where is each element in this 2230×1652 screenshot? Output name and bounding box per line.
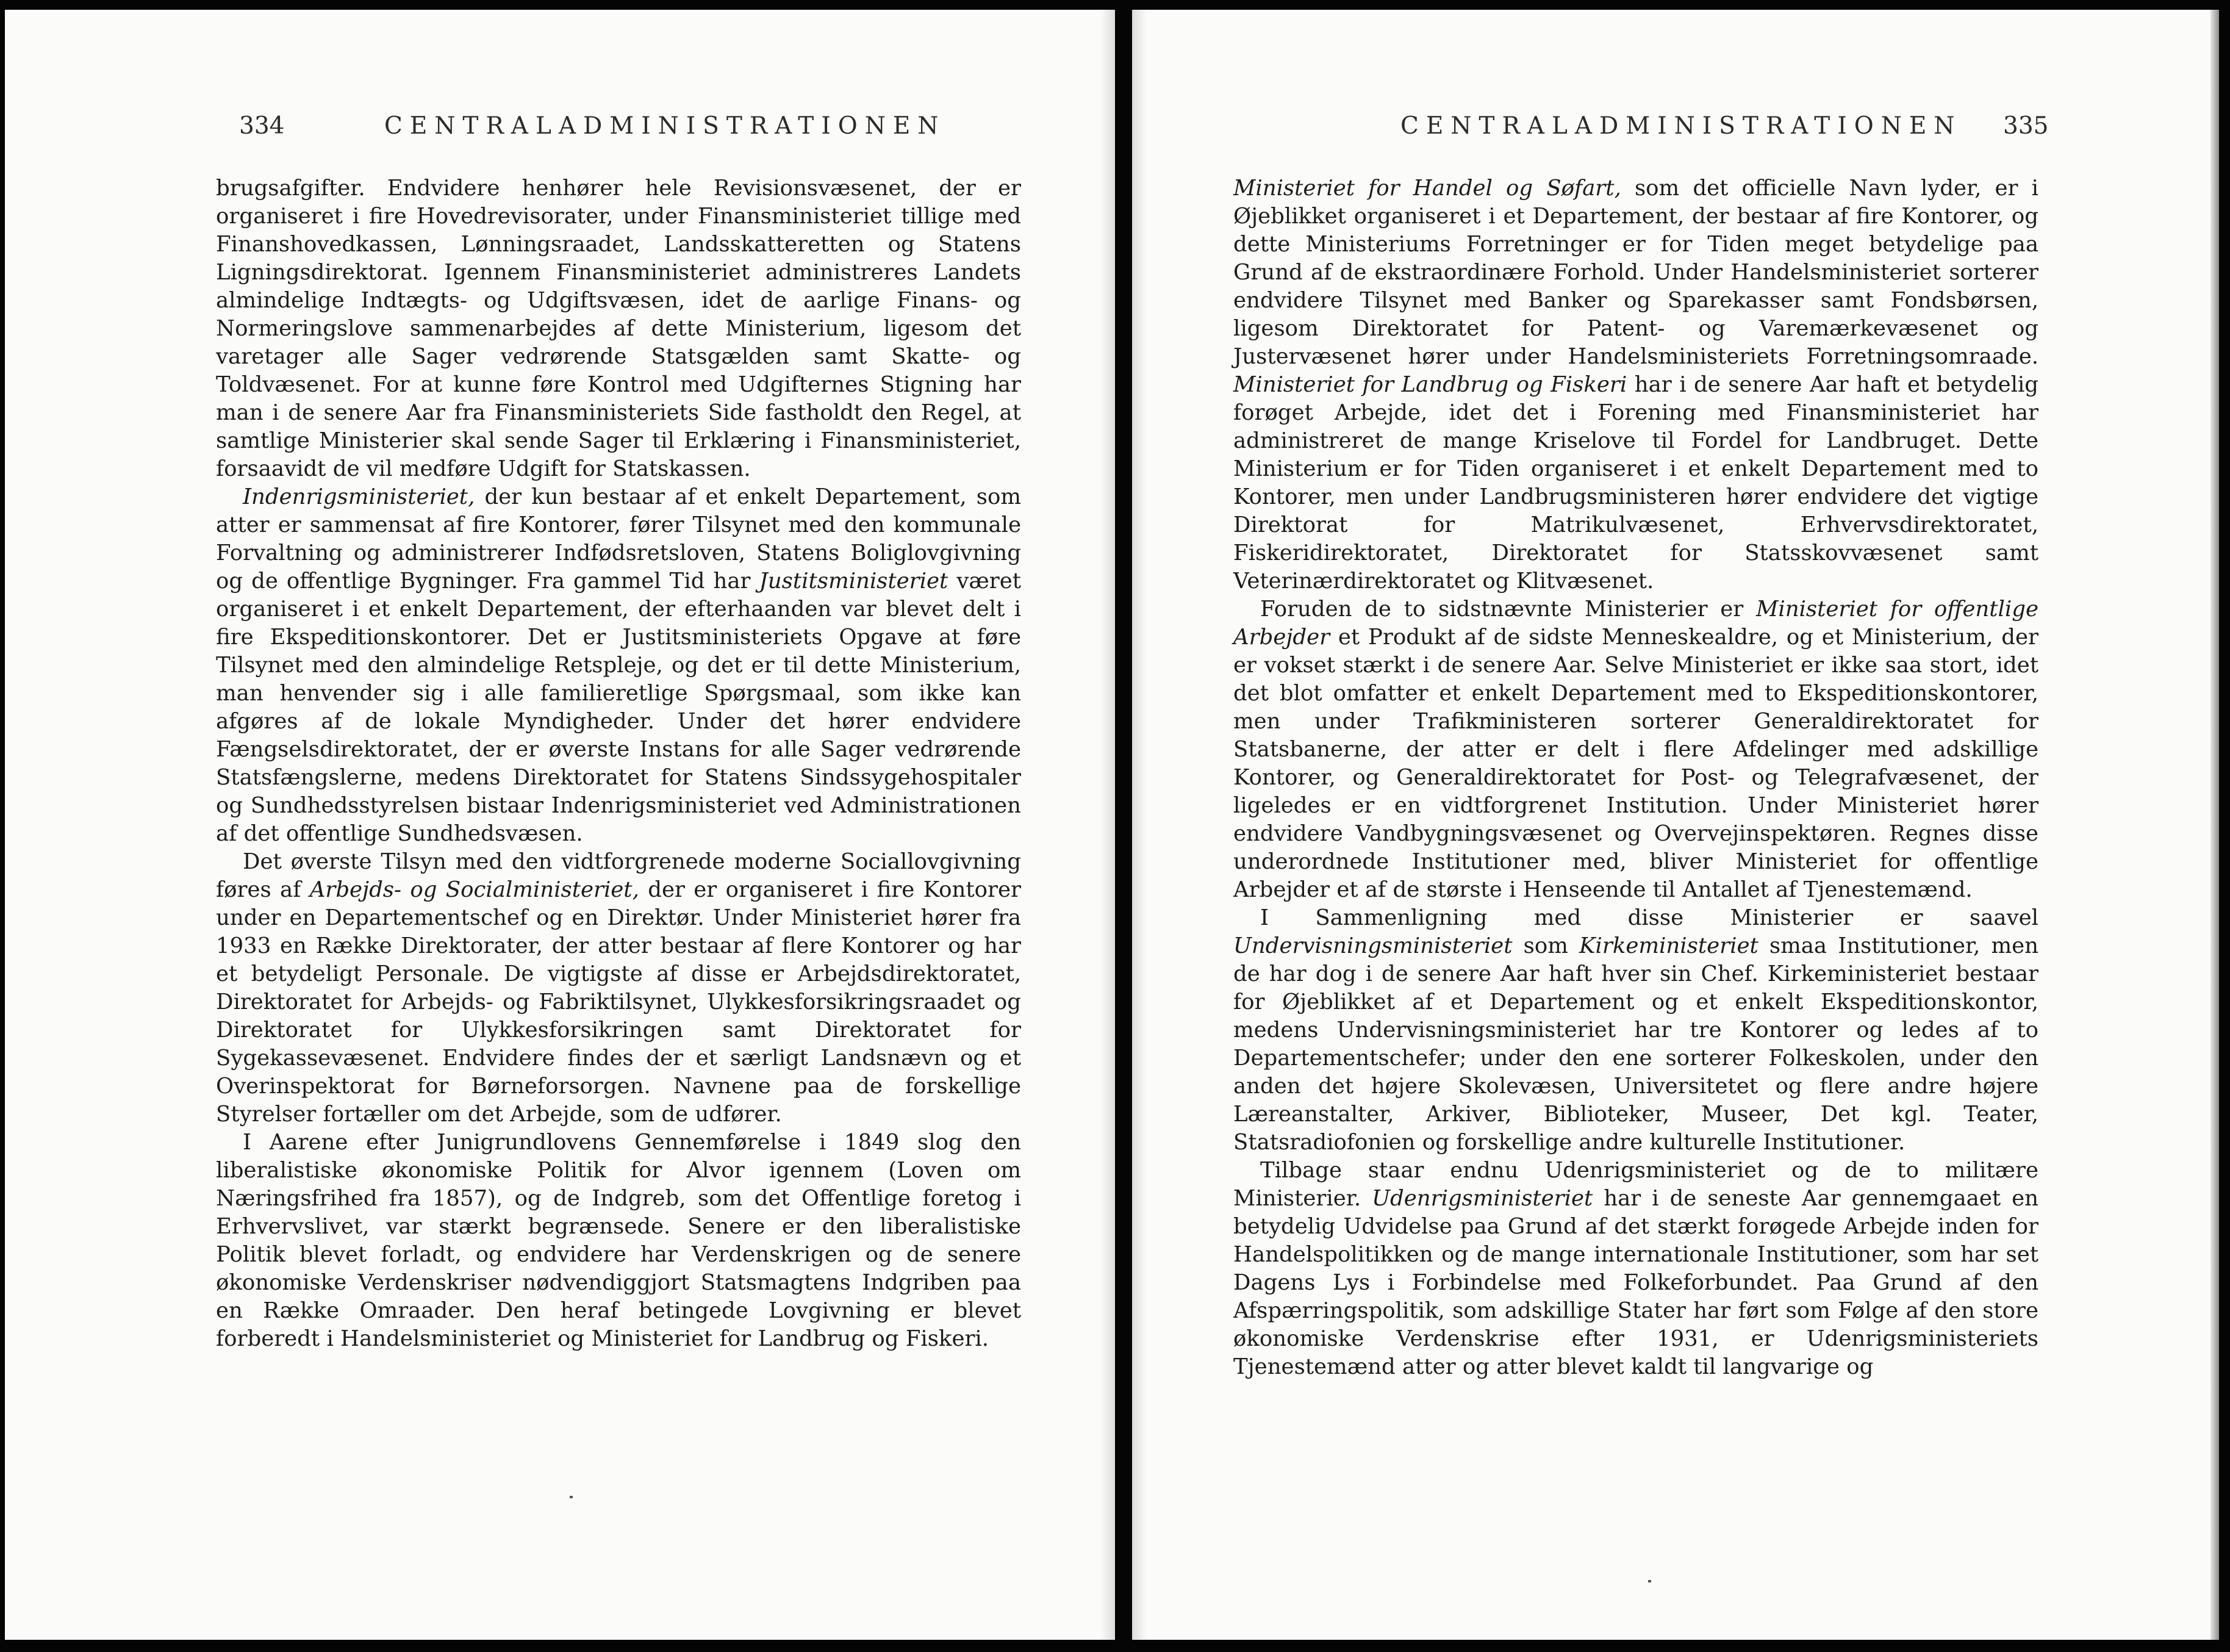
paragraph: Det øverste Tilsyn med den vidtforgrenede moderne Sociallovgivning føres af Arbejds- og Socialministeriet, der er organiseret i fire Kontorer under en Departementschef og en Direktør. Under Ministeriet hører fra 1933 en Række Direktorater, der atter bestaar af flere Kontorer og har et betydeligt Personale. De vigtigste af disse er Arbejdsdirektoratet, Direktoratet for Arbejds- og Fabriktilsynet, Ulykkesforsikringsraadet og Direktoratet for Ulykkesforsikringen samt Direktoratet for Sygekassevæsenet. Endvidere findes der et særligt Landsnævn og et Overinspektorat for Børneforsorgen. Navnene paa de forskellige Styrelser fortæller om det Arbejde, som de udfører. — [216, 849, 1021, 1127]
paragraph: Tilbage staar endnu Udenrigsministeriet og de to militære Ministerier. Udenrigsministeriet har i de seneste Aar gennemgaaet en betydelig Udvidelse paa Grund af det stærkt forøgede Arbejde inden for Handelspolitikken og de mange internationale Institutioner, som har set Dagens Lys i Forbindelse med Folkeforbundet. Paa Grund af den Afspærringspolitik, som adskillige Stater har ført som Følge af den store økonomiske Verdenskrise efter 1931, er Udenrigsministeriets Tjenestemænd atter og atter blevet kaldt til langvarige og — [1233, 1158, 2038, 1379]
page-number: 335 — [2003, 112, 2049, 140]
paragraph: Indenrigsministeriet, der kun bestaar af et enkelt Departement, som atter er sammensat af fire Kontorer, fører Tilsynet med den kommunale Forvaltning og administrerer Indfødsretsloven, Statens Boliglovgivning og de offentlige Bygninger. Fra gammel Tid har Justitsministeriet været organiseret i et enkelt Departement, der efterhaanden var blevet delt i fire Ekspeditionskontorer. Det er Justitsministeriets Opgave at føre Tilsynet med den almindelige Retspleje, og det er til dette Ministerium, man henvender sig i alle familieretlige Spørgsmaal, som ikke kan afgøres af de lokale Myndigheder. Under det hører endvidere Fængselsdirektoratet, der er øverste Instans for alle Sager vedrørende Statsfængslerne, medens Direktoratet for Statens Sindssygehospitaler og Sundhedsstyrelsen bistaar Indenrigsministeriet ved Administrationen af det offentlige Sundhedsvæsen. — [216, 484, 1021, 846]
paragraph: Foruden de to sidstnævnte Ministerier er Ministeriet for offentlige Arbejder et Produkt af de sidste Menneskealdre, og et Ministerium, der er vokset stærkt i de senere Aar. Selve Ministeriet er ikke saa stort, idet det blot omfatter et enkelt Departement med to Ekspeditionskontorer, men under Trafikministeren sorterer Generaldirektoratet for Statsbanerne, der atter er delt i flere Afdelinger med adskillige Kontorer, og Generaldirektoratet for Post- og Telegrafvæsenet, der ligeledes er en vidtforgrenet Institution. Under Ministeriet hører endvidere Vandbygningsvæsenet og Overvejinspektøren. Regnes disse underordnede Institutioner med, bliver Ministeriet for offentlige Arbejder et af de største i Henseende til Antallet af Tjenestemænd. — [1233, 597, 2038, 902]
paragraph: I Aarene efter Junigrundlovens Gennemførelse i 1849 slog den liberalistiske økonomiske Politik for Alvor igennem (Loven om Næringsfrihed fra 1857), og de Indgreb, som det Offentlige foretog i Erhvervslivet, var stærkt begrænsede. Senere er den liberalistiske Politik blevet forladt, og endvidere har Verdenskrigen og de senere økonomiske Verdenskriser nødvendiggjort Statsmagtens Indgriben paa en Række Omraader. Den heraf betingede Lovgivning er blevet forberedt i Handelsministeriet og Ministeriet for Landbrug og Fiskeri. — [216, 1130, 1021, 1351]
page-edge — [2210, 10, 2219, 1640]
page-gutter-shadow — [1100, 10, 1115, 1640]
paper-speck — [570, 1496, 573, 1498]
running-header — [5, 112, 1115, 149]
left-page — [5, 10, 1115, 1640]
paragraph: I Sammenligning med disse Ministerier er saavel Undervisningsministeriet som Kirkeministeriet smaa Institutioner, men de har dog i de senere Aar haft hver sin Chef. Kirkeministeriet bestaar for Øjeblikket af et Departement og et enkelt Ekspeditionskontor, medens Undervisningsministeriet har tre Kontorer og ledes af to Departementschefer; under den ene sorterer Folkeskolen, under den anden det højere Skolevæsen, Universitetet og flere andre højere Læreanstalter, Arkiver, Biblioteker, Museer, Det kgl. Teater, Statsradiofonien og forskellige andre kulturelle Institutioner. — [1233, 905, 2039, 1155]
paragraph: Ministeriet for Handel og Søfart, som det officielle Navn lyder, er i Øjeblikket organiseret i et Departement, der bestaar af fire Kontorer, og dette Ministeriums Forretninger er for Tiden meget betydelige paa Grund af de ekstraordinære Forhold. Under Handelsministeriet sorterer endvidere Tilsynet med Banker og Sparekasser samt Fondsbørsen, ligesom Direktoratet for Patent- og Varemærkevæsenet og Justervæsenet hører under Handelsministeriets Forretningsomraade. Ministeriet for Landbrug og Fiskeri har i de senere Aar haft et betydelig forøget Arbejde, idet det i Forening med Finansministeriet har administreret de mange Kriselove til Fordel for Landbruget. Dette Ministerium er for Tiden organiseret i et enkelt Departement med to Kontorer, men under Landbrugsministeren hører endvidere det vigtige Direktorat for Matrikulvæsenet, Erhvervsdirektoratet, Fiskeridirektoratet, Direktoratet for Statsskovvæsenet samt Veterinærdirektoratet og Klitvæsenet. — [1233, 176, 2039, 594]
paper-speck — [1648, 1580, 1651, 1582]
paragraph: brugsafgifter. Endvidere henhører hele Revisionsvæsenet, der er organiseret i fire Hovedrevisorater, under Finansministeriet tillige med Finanshovedkassen, Lønningsraadet, Landsskatteretten og Statens Ligningsdirektorat. Igennem Finansministeriet administreres Landets almindelige Indtægts- og Udgiftsvæsen, idet de aarlige Finans- og Normeringslove sammenarbejdes af dette Ministerium, ligesom det varetager alle Sager vedrørende Statsgælden samt Skatte- og Toldvæsenet. For at kunne føre Kontrol med Udgifternes Stigning har man i de senere Aar fra Finansministeriets Side fastholdt den Regel, at samtlige Ministerier skal sende Sager til Erklæring i Finansministeriet, forsaavidt de vil medføre Udgift for Statskassen. — [216, 176, 1021, 481]
text-column — [216, 174, 1021, 1353]
page-number: 334 — [239, 112, 285, 140]
running-title: CENTRALADMINISTRATIONEN — [1400, 112, 1962, 140]
page-gutter-shadow — [1132, 10, 1147, 1640]
running-title: CENTRALADMINISTRATIONEN — [384, 112, 946, 140]
text-column — [1233, 174, 2038, 1381]
running-header — [1132, 112, 2219, 149]
right-page — [1132, 10, 2219, 1640]
